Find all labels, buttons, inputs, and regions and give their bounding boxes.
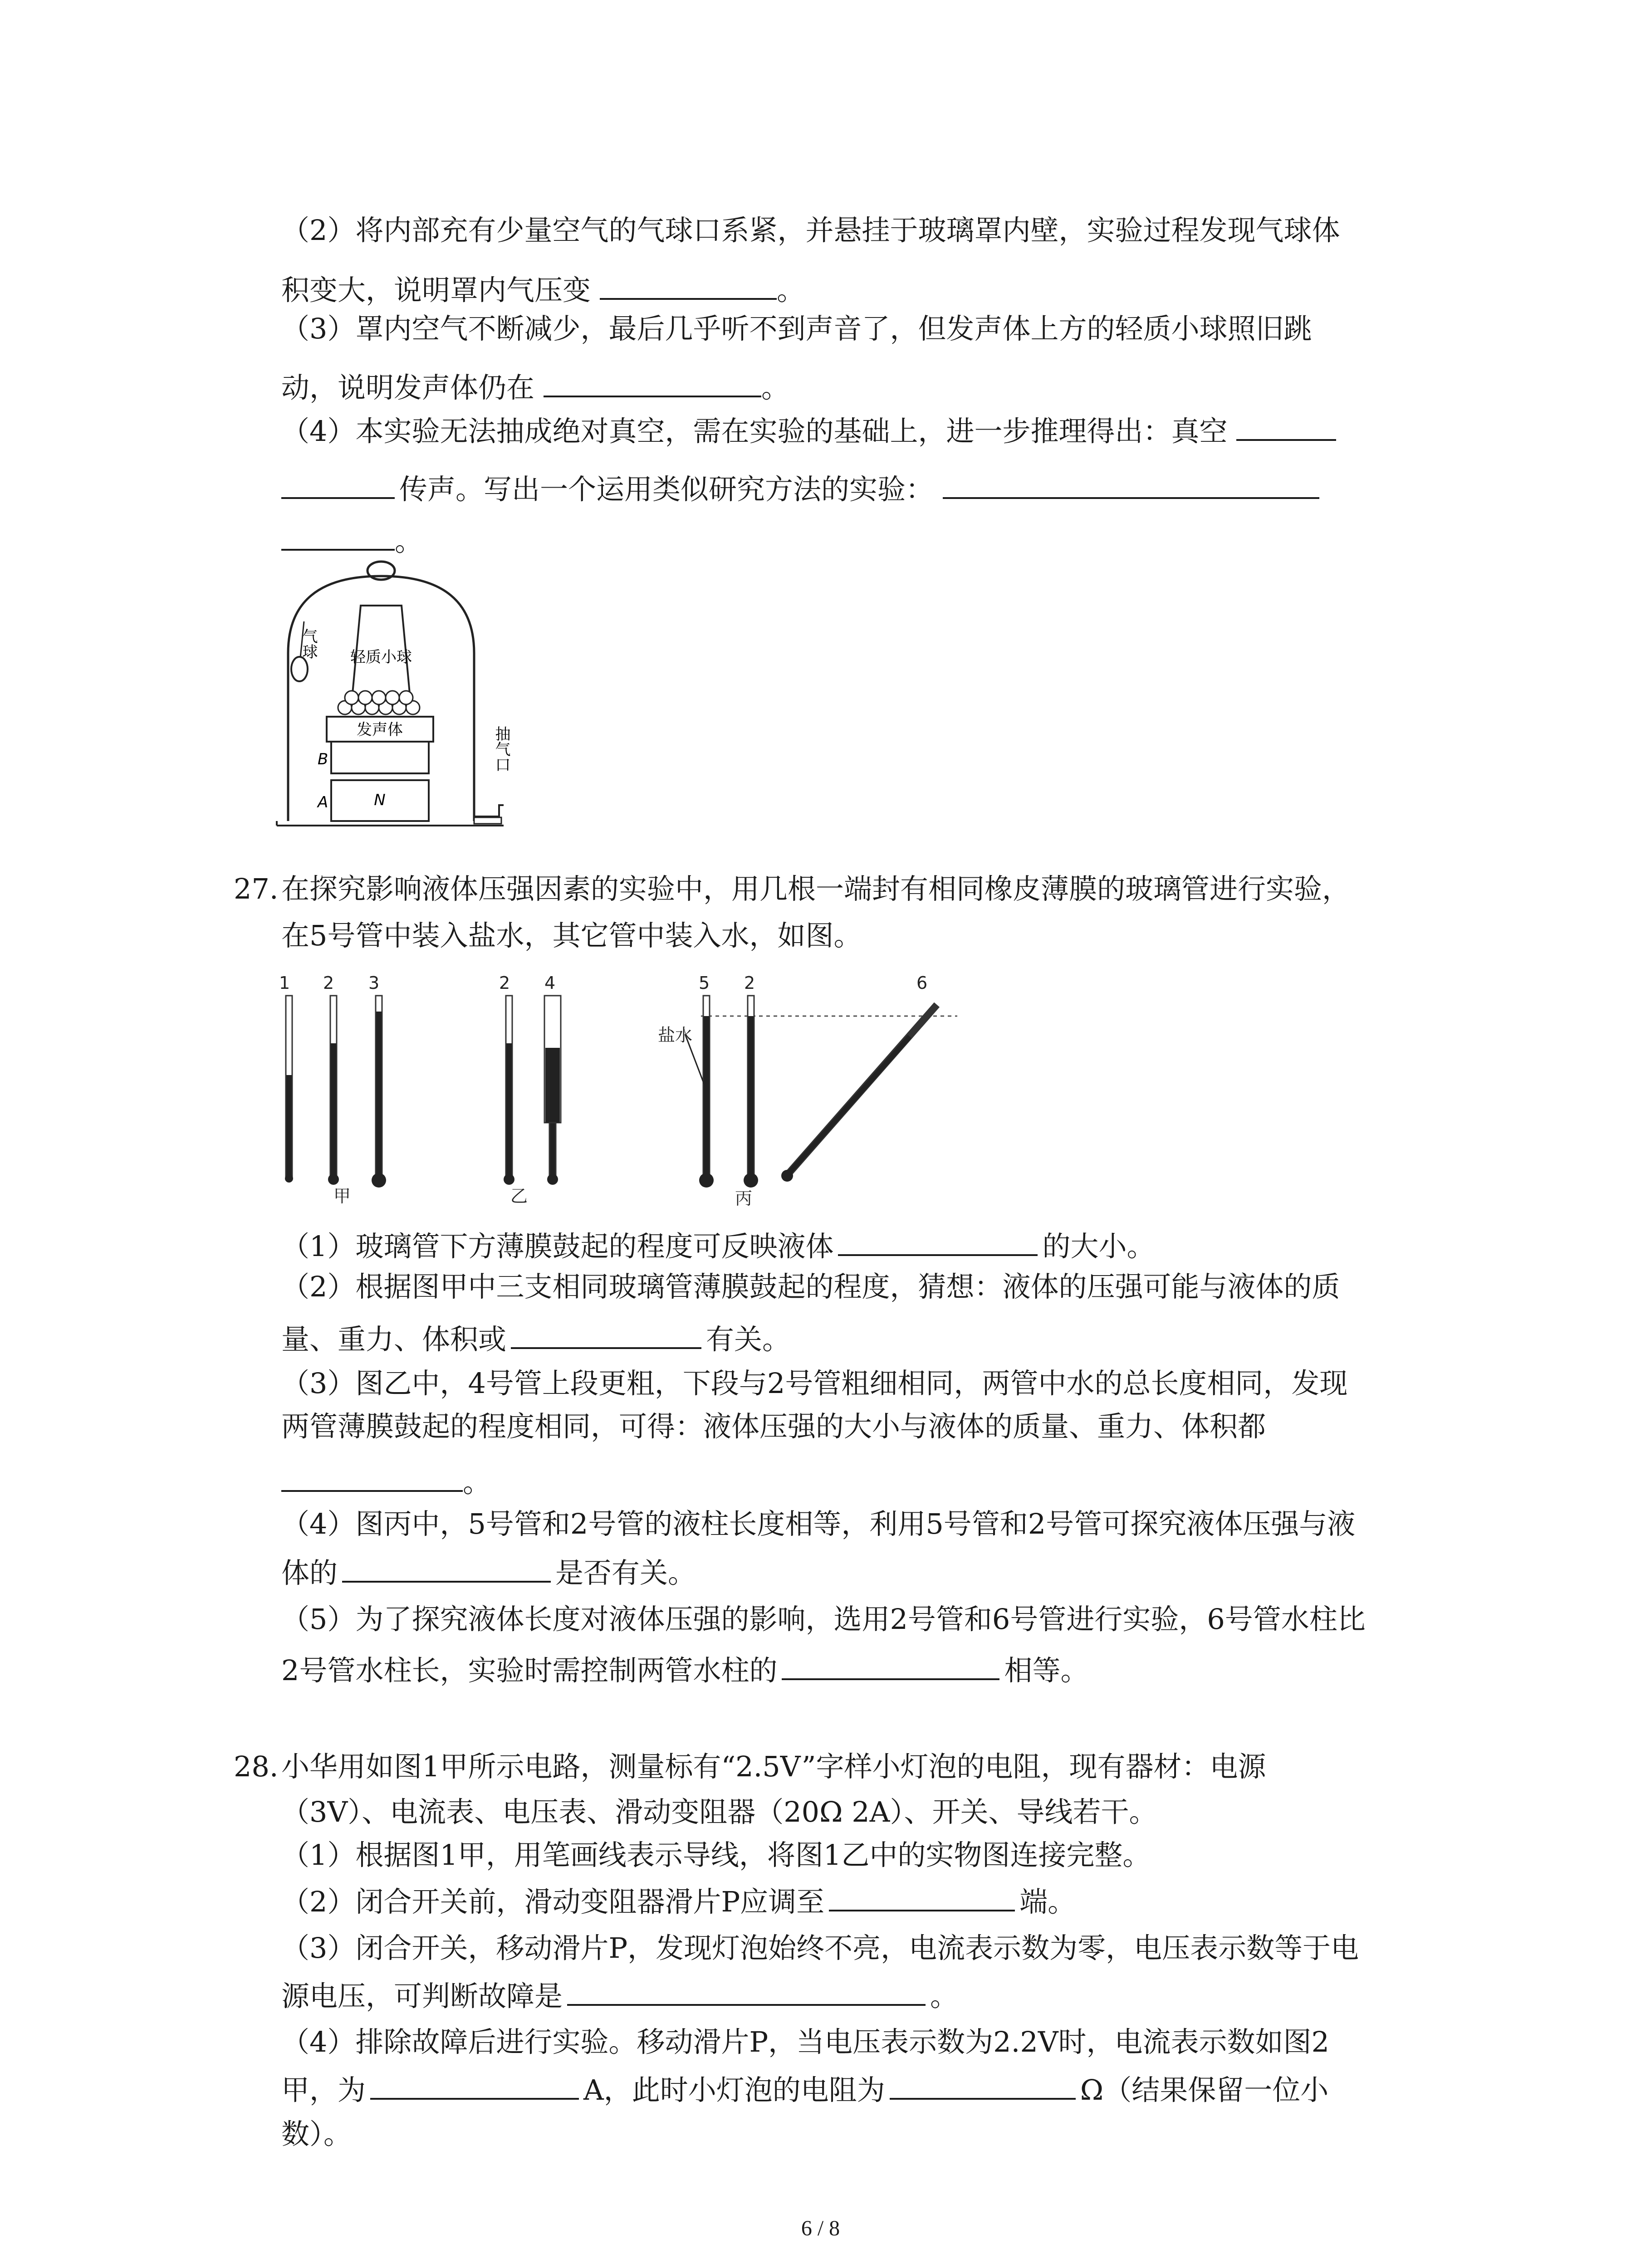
q28-part4-text3: Ω（结果保留一位小 <box>1080 2073 1329 2107</box>
q27-part4-line2 <box>281 1554 696 1591</box>
q27-part2-line2 <box>281 1320 790 1358</box>
q27-part2-line1: （2）根据图甲中三支相同玻璃管薄膜鼓起的程度，猜想：液体的压强可能与液体的质 <box>281 1270 1340 1303</box>
q27-part5-blank[interactable] <box>782 1651 999 1680</box>
q28-part2-end: 端。 <box>1019 1885 1076 1918</box>
q26-part4-blank1[interactable] <box>1236 412 1336 441</box>
q27-part5-line1: （5）为了探究液体长度对液体压强的影响，选用2号管和6号管进行实验，6号管水柱比 <box>281 1603 1366 1636</box>
q26-part4-end: 。 <box>395 524 423 557</box>
q26-part3-line1: （3）罩内空气不断减少，最后几乎听不到声音了，但发声体上方的轻质小球照旧跳 <box>281 312 1312 345</box>
tube-6-label: 6 <box>916 973 928 993</box>
pump-label: 抽气口 <box>492 726 510 772</box>
q26-part2-blank[interactable] <box>600 271 777 300</box>
q26-part2-text: 积变大，说明罩内气压变 <box>281 274 591 307</box>
q27-stem-line1: 在探究影响液体压强因素的实验中，用几根一端封有相同橡皮薄膜的玻璃管进行实验， <box>281 872 1351 905</box>
q27-part5-line2 <box>281 1651 1088 1689</box>
q26-part4-text2: 传声。写出一个运用类似研究方法的实验： <box>399 473 934 506</box>
q27-part3-line2: 两管薄膜鼓起的程度相同，可得：液体压强的大小与液体的质量、重力、体积都 <box>281 1410 1266 1443</box>
label-a: A <box>318 793 328 811</box>
group-bing-label: 丙 <box>735 1188 753 1208</box>
tubes-figure <box>268 966 1016 1211</box>
bell-jar-figure <box>268 553 540 835</box>
tube-2-label-yi: 2 <box>499 973 510 993</box>
q27-part4-blank[interactable] <box>342 1554 551 1583</box>
q27-part2-blank[interactable] <box>511 1320 701 1349</box>
q26-part4-blank2[interactable] <box>943 470 1319 499</box>
q27-part4-text: 体的 <box>281 1556 338 1589</box>
q28-part3-line1: （3）闭合开关，移动滑片P，发现灯泡始终不亮，电流表示数为零，电压表示数等于电 <box>281 1931 1359 1965</box>
q27-stem-line2: 在5号管中装入盐水，其它管中装入水，如图。 <box>281 919 862 952</box>
q27-part3-end: 。 <box>463 1466 491 1499</box>
q28-part3-text: 源电压，可判断故障是 <box>281 1980 563 2013</box>
q28-part4-blank1[interactable] <box>370 2071 579 2100</box>
q27-part1-blank[interactable] <box>838 1227 1038 1256</box>
tube-2-label-jia: 2 <box>323 973 334 993</box>
q28-part4-line2 <box>281 2071 1328 2108</box>
q27-part2-end: 有关。 <box>706 1323 791 1356</box>
q28-part4-text2: A，此时小灯泡的电阻为 <box>583 2073 885 2107</box>
q28-part4-text: 甲，为 <box>281 2073 366 2107</box>
q28-part4-line3: 数）。 <box>281 2117 352 2151</box>
q26-part2-line2 <box>281 271 805 308</box>
q28-stem-line2: （3V）、电流表、电压表、滑动变阻器（20Ω 2A）、开关、导线若干。 <box>281 1795 1157 1828</box>
q26-part4-line2 <box>281 470 1319 508</box>
q26-part3-line2 <box>281 368 789 406</box>
light-balls <box>338 691 420 714</box>
tube-5-label: 5 <box>699 973 710 993</box>
tube-4-label: 4 <box>544 973 556 993</box>
q26-part3-blank[interactable] <box>544 368 761 397</box>
q28-number: 28. <box>234 1750 279 1783</box>
balloon-label: 气球 <box>299 628 318 659</box>
tube-1-label: 1 <box>279 973 290 993</box>
q26-part2-line1: （2）将内部充有少量空气的气球口系紧，并悬挂于玻璃罩内壁，实验过程发现气球体 <box>281 214 1340 247</box>
q26-part4-line1 <box>281 412 1336 450</box>
q28-part3-blank[interactable] <box>567 1977 926 2006</box>
q27-part4-end: 是否有关。 <box>555 1556 696 1589</box>
q28-part1: （1）根据图1甲，用笔画线表示导线，将图1乙中的实物图连接完整。 <box>281 1838 1151 1872</box>
q26-part3-text: 动，说明发声体仍在 <box>281 371 535 404</box>
sound-source-label: 发声体 <box>357 721 403 739</box>
q28-part4-line1: （4）排除故障后进行实验。移动滑片P，当电压表示数为2.2V时，电流表示数如图2 <box>281 2025 1329 2058</box>
q26-part4-blank1-cont[interactable] <box>281 470 395 499</box>
q28-stem-line1: 小华用如图1甲所示电路，测量标有“2.5V”字样小灯泡的电阻，现有器材：电源 <box>281 1750 1266 1783</box>
block-b <box>331 742 429 773</box>
q27-part5-text: 2号管水柱长，实验时需控制两管水柱的 <box>281 1654 778 1687</box>
q27-number: 27. <box>234 872 279 905</box>
q26-part3-end: 。 <box>761 371 790 404</box>
group-yi-label: 乙 <box>510 1186 528 1206</box>
q26-part4-blank2-cont[interactable] <box>281 522 395 551</box>
q28-part3-line2 <box>281 1977 958 2014</box>
light-ball-label: 轻质小球 <box>350 648 412 666</box>
q28-part4-blank2[interactable] <box>890 2071 1076 2100</box>
page-number: 6 / 8 <box>801 2216 840 2240</box>
saltwater-label: 盐水 <box>658 1025 693 1045</box>
q26-part4-text: （4）本实验无法抽成绝对真空，需在实验的基础上，进一步推理得出：真空 <box>281 415 1228 448</box>
q27-part4-line1: （4）图丙中，5号管和2号管的液柱长度相等，利用5号管和2号管可探究液体压强与液 <box>281 1507 1356 1540</box>
q27-part1 <box>281 1227 1155 1265</box>
q28-part2-text: （2）闭合开关前，滑动变阻器滑片P应调至 <box>281 1885 825 1918</box>
q26-part2-end: 。 <box>777 274 805 307</box>
q28-part2-blank[interactable] <box>829 1882 1015 1911</box>
q27-part2-text: 量、重力、体积或 <box>281 1323 507 1356</box>
label-b: B <box>318 750 328 768</box>
q28-part3-end: 。 <box>930 1980 959 2013</box>
q27-part5-end: 相等。 <box>1004 1654 1089 1687</box>
group-jia-label: 甲 <box>333 1186 351 1206</box>
q27-part3-blank[interactable] <box>281 1463 463 1492</box>
q27-part1-text: （1）玻璃管下方薄膜鼓起的程度可反映液体 <box>281 1230 834 1263</box>
label-n: N <box>374 791 386 809</box>
tube-3-label: 3 <box>368 973 380 993</box>
tube-2-label-bing: 2 <box>744 973 755 993</box>
q27-part1-end: 的大小。 <box>1042 1230 1155 1263</box>
q27-part3-line1: （3）图乙中，4号管上段更粗，下段与2号管粗细相同，两管中水的总长度相同，发现 <box>281 1367 1348 1400</box>
q28-part2 <box>281 1882 1076 1920</box>
q27-part3-line3 <box>281 1463 491 1501</box>
